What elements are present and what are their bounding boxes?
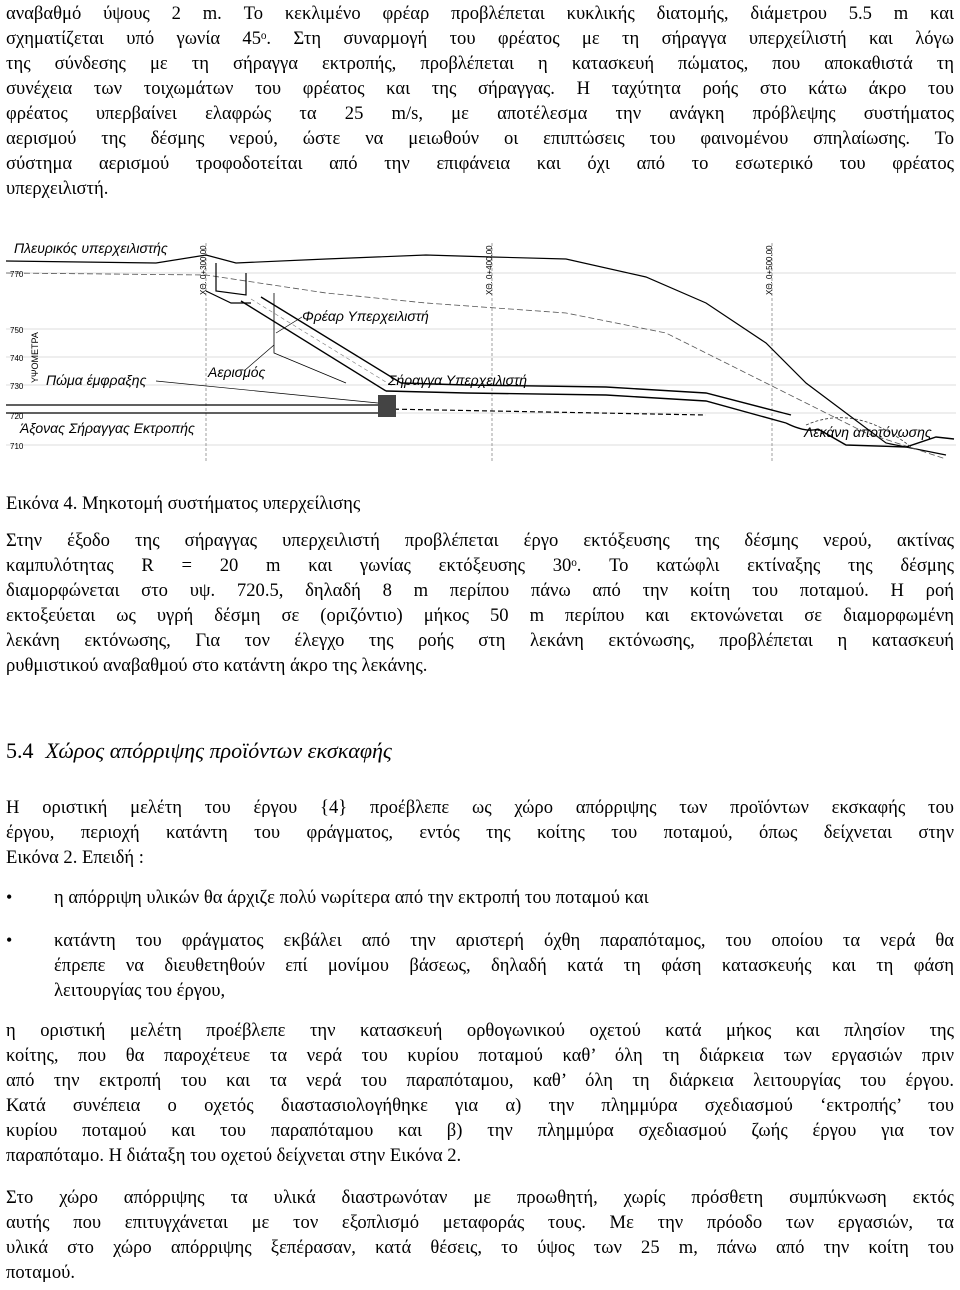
text-line: αναβαθμό ύψους 2 m. Το κεκλιμένο φρέαρ προβλέπεται κυκλικής διατομής, διάμετρου 5.5 m και	[6, 3, 954, 24]
text-line: υπερχειλιστή.	[6, 178, 109, 199]
elevation-label: 730	[10, 382, 24, 391]
label-plug: Πώμα έμφραξης	[46, 372, 147, 388]
text-line: ποταμού.	[6, 1262, 76, 1283]
paragraph-jet-outlet	[6, 528, 954, 678]
text-line: Εικόνα 2. Επειδή :	[6, 847, 144, 868]
text-line: της σύνδεσης με τη σήραγγα εκτροπής, προβλέπεται η κατασκευή πώματος, που αποκαθιστά τη	[6, 53, 954, 74]
elevation-label: 770	[10, 270, 24, 279]
elevation-label: 740	[10, 354, 24, 363]
text-line: Η οριστική μελέτη του έργου {4} προέβλεπε ως χώρο απόρριψης των προϊόντων εκσκαφής του	[6, 797, 954, 818]
text-line: φρέατος υπερβαίνει ελαφρώς τα 25 m/s, με αποτέλεσμα την ανάγκη πρόβλεψης συστήματος	[6, 103, 954, 124]
text-line: καμπυλότητας R = 20 m και γωνίας εκτόξευσης 30ᵒ. Το κατώφλι εκτίναξης της δέσμης	[6, 555, 954, 576]
text-line: Στην έξοδο της σήραγγας υπερχειλιστή προβλέπεται έργο εκτόξευσης της δέσμης νερού, ακτίνας	[6, 530, 954, 551]
text-line: συνέχεια των τοιχωμάτων του φρέατος και της σήραγγας. Η ταχύτητα ροής στο κάτω άκρο του	[6, 78, 954, 99]
text-line: η απόρριψη υλικών θα άρχιζε πολύ νωρίτερα από την εκτροπή του ποταμού και	[54, 887, 649, 908]
paragraph-spillway-shaft	[6, 1, 954, 201]
bullet-symbol: •	[6, 887, 13, 907]
text-line: κατάντη του φράγματος εκβάλει από την αριστερή όχθη παραπόταμος, του οποίου τα νερά θα	[54, 930, 954, 951]
spillway-tunnel	[386, 383, 818, 430]
text-line: αυτής που επιτυγχάνεται με τον εξοπλισμό μεταφοράς τους. Με την πρόοδο των εργασιών, τα	[6, 1212, 954, 1233]
text-line: εκτοξεύεται ως υγρή δέσμη σε (οριζόντιο) μήκος 50 m περίπου και εκτονώνεται σε διαμορφωμένη	[6, 605, 954, 626]
text-line: λεκάνη εκτόνωσης, Για τον έλεγχο της ροής στη λεκάνη εκτόνωσης, προβλέπεται η κατασκευή	[6, 630, 954, 651]
plug-block	[378, 395, 396, 417]
figure-caption: Εικόνα 4. Μηκοτομή συστήματος υπερχείλισης	[6, 493, 361, 514]
diversion-tunnel	[6, 405, 706, 415]
section-number: 5.4	[6, 738, 34, 763]
label-aeration: Αερισμός	[208, 364, 266, 380]
paragraph-disposal-plan	[6, 795, 954, 870]
callout-leaders	[156, 317, 378, 403]
text-line: κυρίου ποταμού και του παραπόταμου και β) την πλημμύρα σχεδιασμού ζωής έργου για τον	[6, 1120, 954, 1141]
text-line: έπρεπε να διευθετηθούν επί μονίμου βάσεως, δηλαδή κατά τη φάση κατασκευής και τη φάση	[54, 955, 954, 976]
text-line: διαμορφώνεται στο υψ. 720.5, δηλαδή 8 m περίπου πάνω από την κοίτη του ποταμού. Η ροή	[6, 580, 954, 601]
elevation-axis-title: ΥΨΟΜΕΤΡΑ	[30, 332, 40, 383]
label-shaft: Φρέαρ Υπερχειλιστή	[302, 308, 429, 324]
side-spillway-structure	[206, 263, 251, 303]
text-line: αερισμού της δέσμης νερού, ώστε να μειωθούν οι επιπτώσεις του φαινομένου σπηλαίωσης. Το	[6, 128, 954, 149]
spillway-longitudinal-section-figure	[6, 233, 956, 473]
text-line: λειτουργίας του έργου,	[54, 980, 226, 1001]
section-title: Χώρος απόρριψης προϊόντων εκσκαφής	[45, 738, 392, 763]
text-line: Κατά συνέπεια ο οχετός διαστασιολογήθηκε για α) την πλημμύρα σχεδιασμού ‘εκτροπής’ του	[6, 1095, 954, 1116]
text-line: η οριστική μελέτη προέβλεπε την κατασκευή ορθογωνικού οχετού κατά μήκος και πλησίον της	[6, 1020, 954, 1041]
label-diversion-axis: Άξονας Σήραγγας Εκτροπής	[20, 420, 195, 436]
text-line: κοίτης, που θα παροχέτευε τα νερά του κυρίου ποταμού καθ’ όλη τη διάρκεια των εργασιών πριν	[6, 1045, 954, 1066]
chainage-labels	[199, 245, 774, 295]
text-line: έργου, περιοχή κατάντη του φράγματος, εντός της κοίτης του ποταμού, όπως δείχνεται στην	[6, 822, 954, 843]
text-line: υλικά στο χώρο απόρριψης ξεπέρασαν, κατά θέσεις, το ύψος των 25 m, πάνω από την κοίτη του	[6, 1237, 954, 1258]
bullet-symbol: •	[6, 930, 13, 950]
elevation-label: 720	[10, 412, 24, 421]
paragraph-material-placement	[6, 1185, 954, 1285]
label-side-spillway: Πλευρικός υπερχειλιστής	[14, 240, 168, 256]
elevation-label: 750	[10, 326, 24, 335]
label-basin: Λεκάνη αποτόνωσης	[804, 424, 932, 440]
text-line: ρυθμιστικού αναβαθμού στο κατάντη άκρο της λεκάνης.	[6, 655, 428, 676]
section-heading	[6, 736, 392, 766]
chainage-label: ΧΘ. 0+300.00	[199, 245, 208, 295]
aeration-pipe	[274, 293, 346, 383]
elevation-label: 710	[10, 442, 24, 451]
text-line: Στο χώρο απόρριψης τα υλικά διαστρωνόταν με προωθητή, χωρίς πρόσθετη συμπύκνωση εκτός	[6, 1187, 954, 1208]
text-line: σχηματίζεται υπό γωνία 45ᵒ. Στη συναρμογή του φρέατος με τη σήραγγα υπερχείλιστή και λόγω	[6, 28, 954, 49]
label-tunnel: Σήραγγα Υπερχειλιστή	[388, 372, 528, 388]
text-line: σύστημα αερισμού τροφοδοτείται από την επιφάνεια και όχι από το εσωτερικό του φρέατος	[6, 153, 954, 174]
text-line: παραπόταμο. Η διάταξη του οχετού δείχνεται στην Εικόνα 2.	[6, 1145, 462, 1166]
paragraph-culvert	[6, 1018, 954, 1168]
text-line: από την εκτροπή του και τα νερά του παραπόταμου, καθ’ όλη τη διάρκεια λειτουργίας του έργου.	[6, 1070, 954, 1091]
chainage-label: ΧΘ. 0+400.00	[485, 245, 494, 295]
chainage-label: ΧΘ. 0+500.00	[765, 245, 774, 295]
